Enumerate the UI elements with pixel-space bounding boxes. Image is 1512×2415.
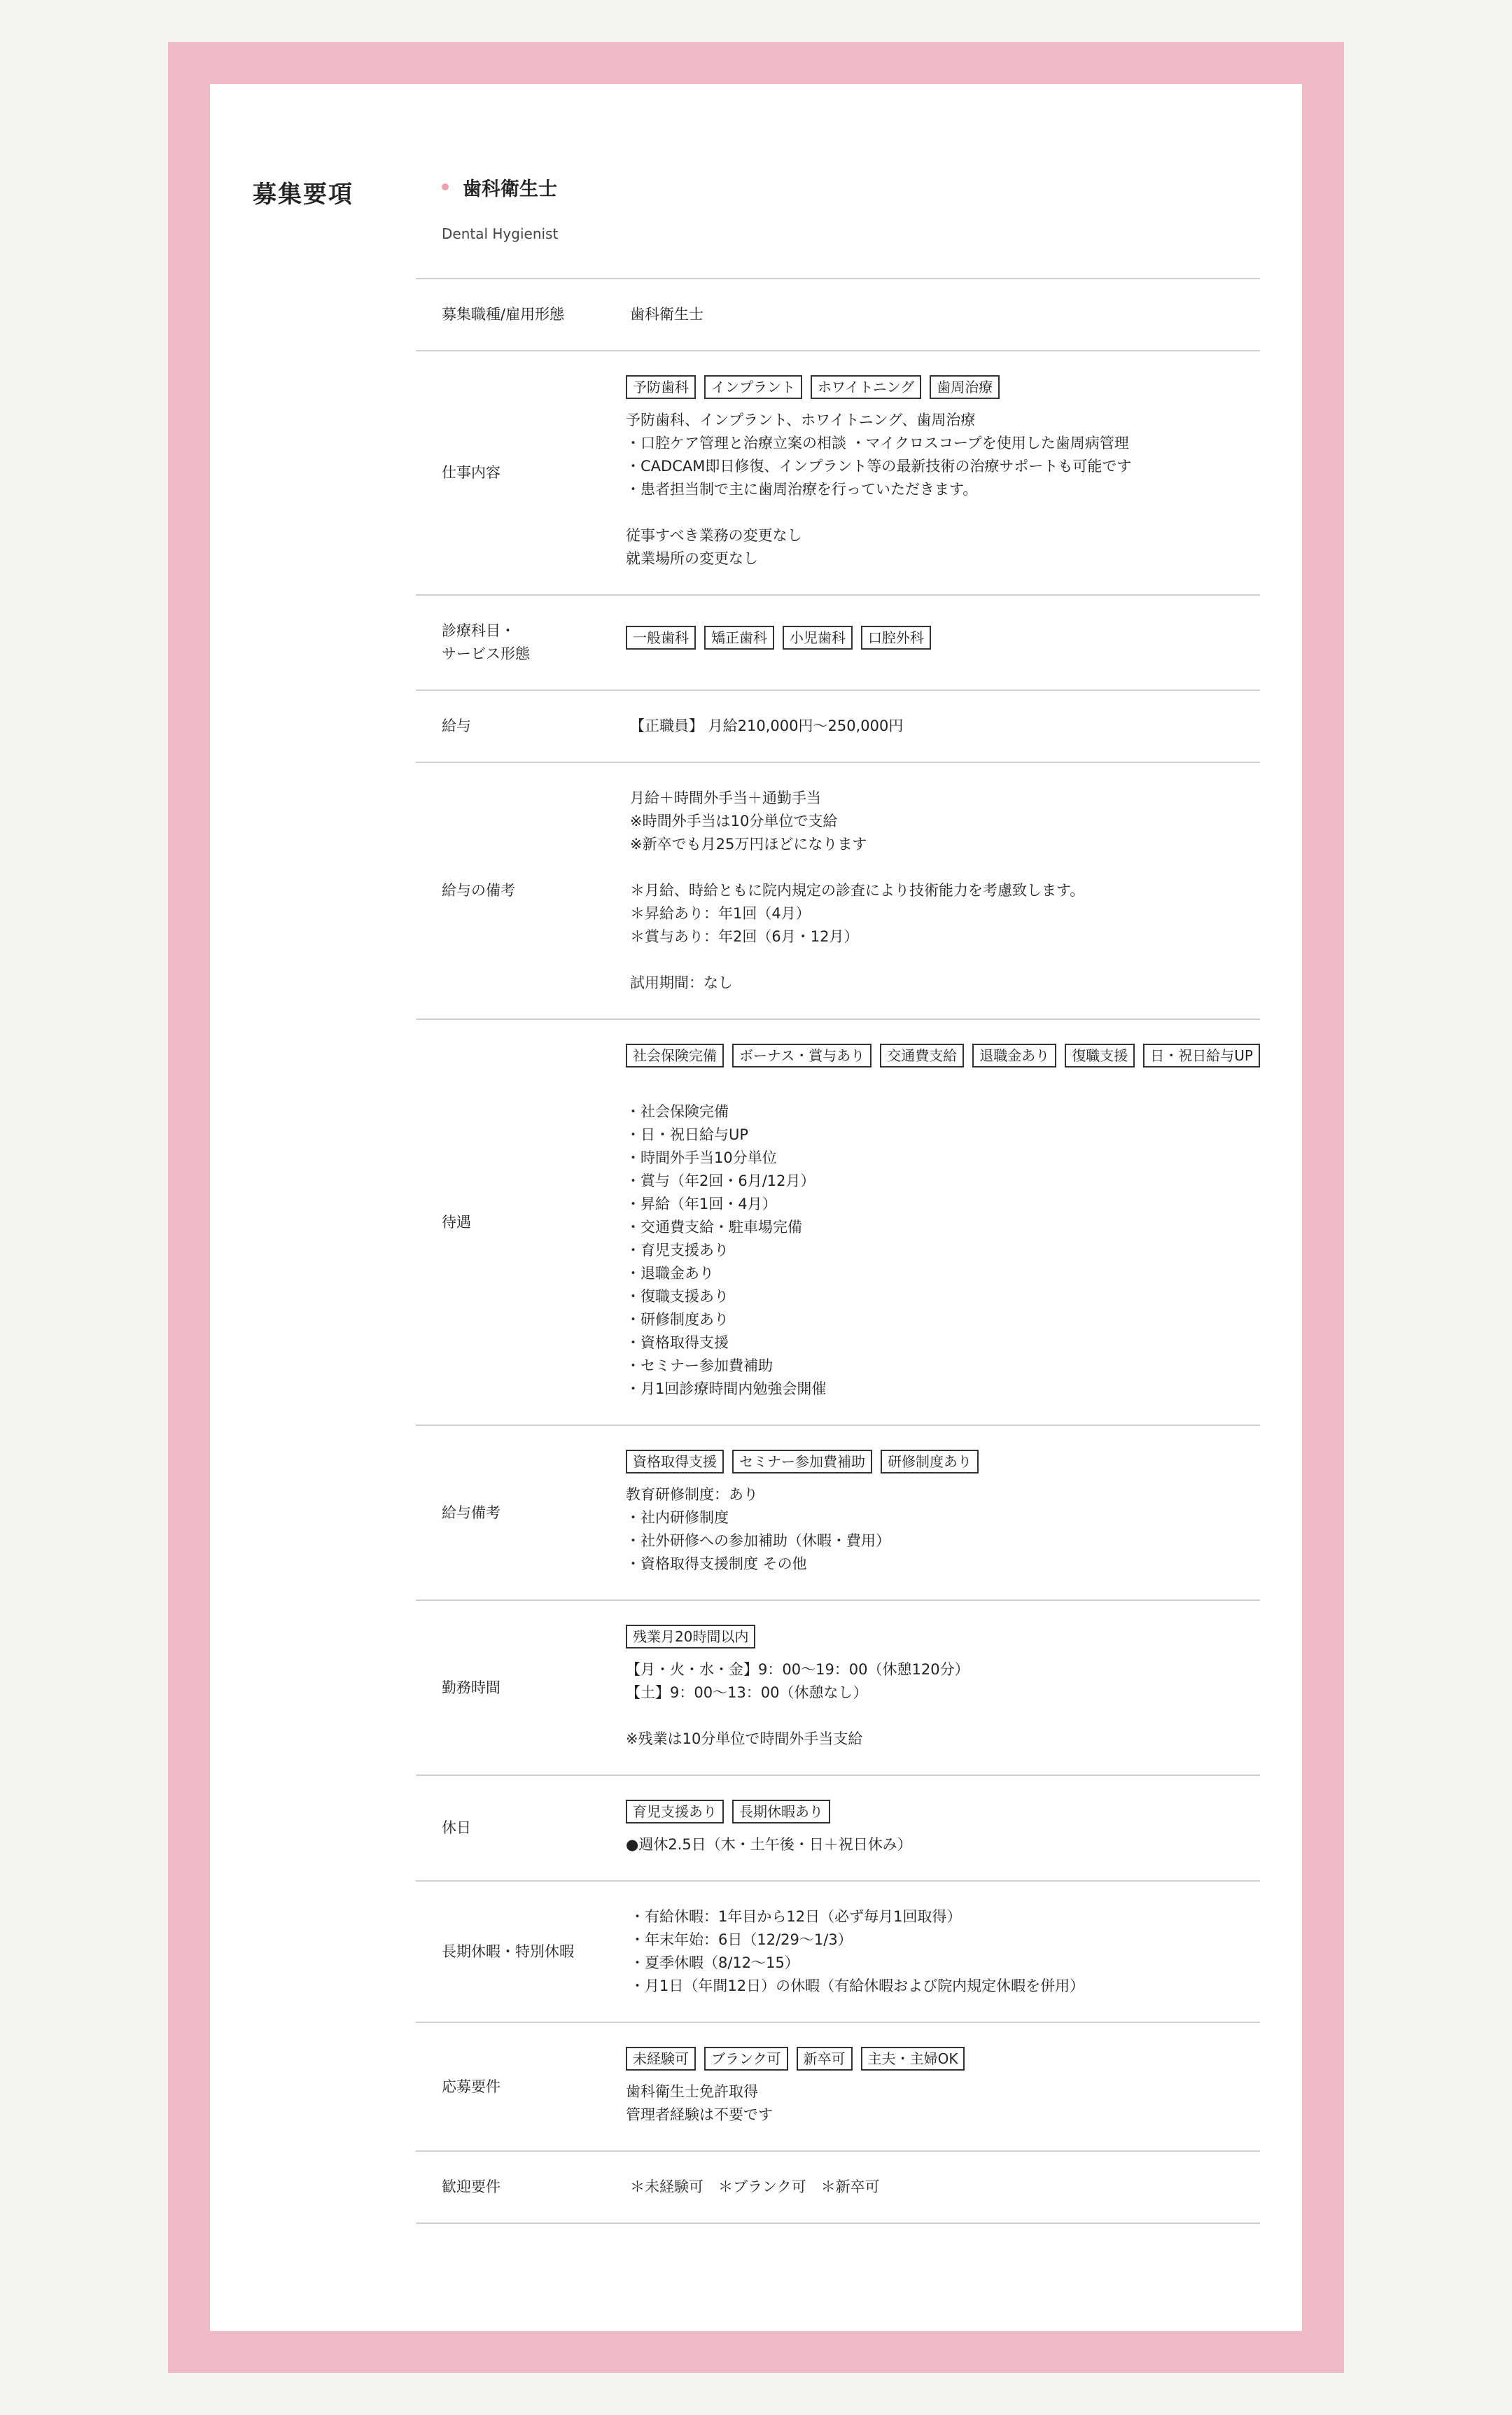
tag-badge: 復職支援 <box>1065 1044 1135 1068</box>
row-value <box>626 715 1260 738</box>
table-row <box>416 279 1260 351</box>
table-row <box>416 1426 1260 1601</box>
tag-list <box>626 375 1260 399</box>
row-text: ●週休2.5日（木・土午後・日＋祝日休み） <box>626 1836 912 1853</box>
row-label: 仕事内容 <box>442 464 500 481</box>
row-text: 予防歯科、インプラント、ホワイトニング、歯周治療 ・口腔ケア管理と治療立案の相談 ・マイクロスコープを使用した歯周病管理 ・CADCAM即日修復、インプラント等の最新技術の治療サポートも可能です ・患者担当制で主に歯周治療を行っていただきます。 従事すべき業務の変更なし 就業場所の変更なし <box>626 412 1132 567</box>
tag-list <box>626 1625 1260 1648</box>
table-row <box>416 691 1260 763</box>
tag-badge: 日・祝日給与UP <box>1143 1044 1260 1068</box>
pink-frame <box>168 42 1344 2373</box>
table-row <box>416 1601 1260 1776</box>
row-text: ＊未経験可 ＊ブランク可 ＊新卒可 <box>630 2178 880 2195</box>
row-value <box>626 2176 1260 2199</box>
tag-badge: 予防歯科 <box>626 375 696 399</box>
tag-badge: ブランク可 <box>704 2047 788 2071</box>
table-row <box>416 1020 1260 1426</box>
job-title: 歯科衛生士 <box>463 178 557 200</box>
bullet-dot-icon <box>442 183 449 190</box>
table-row <box>416 596 1260 691</box>
row-text: ・有給休暇：1年目から12日（必ず毎月1回取得） ・年末年始：6日（12/29〜1/3） ・夏季休暇（8/12〜15） ・月1日（年間12日）の休暇（有給休暇および院内規定休暇を併用） <box>630 1908 1085 1994</box>
row-value <box>626 1625 1260 1751</box>
row-label: 給与備考 <box>442 1504 500 1521</box>
tag-badge: セミナー参加費補助 <box>732 1450 872 1474</box>
tag-badge: 口腔外科 <box>861 626 931 650</box>
tag-badge: 一般歯科 <box>626 626 696 650</box>
row-value <box>626 1450 1260 1576</box>
row-text: 【正職員】 月給210,000円〜250,000円 <box>630 718 904 734</box>
row-label: 給与の備考 <box>442 882 515 899</box>
job-details <box>416 172 1260 2224</box>
row-label: 休日 <box>442 1819 471 1836</box>
tag-badge: 小児歯科 <box>783 626 853 650</box>
tag-badge: 交通費支給 <box>880 1044 964 1068</box>
row-value <box>626 303 1260 326</box>
row-label: 応募要件 <box>442 2078 500 2095</box>
row-text: 【月・火・水・金】9：00〜19：00（休憩120分） 【土】9：00〜13：00（休憩なし） ※残業は10分単位で時間外手当支給 <box>626 1661 969 1747</box>
tag-badge: 矯正歯科 <box>704 626 774 650</box>
table-row <box>416 2023 1260 2152</box>
tag-badge: 育児支援あり <box>626 1800 724 1823</box>
row-value <box>626 2047 1260 2127</box>
row-label: 長期休暇・特別休暇 <box>442 1942 574 1960</box>
row-value <box>626 626 1260 659</box>
tag-list <box>626 1800 1260 1823</box>
tag-badge: 主夫・主婦OK <box>861 2047 965 2071</box>
tag-list <box>626 1044 1260 1068</box>
tag-badge: 研修制度あり <box>881 1450 979 1474</box>
tag-list <box>626 626 1260 650</box>
row-value <box>626 787 1260 995</box>
row-label: 歓迎要件 <box>442 2178 500 2195</box>
tag-badge: ボーナス・賞与あり <box>732 1044 872 1068</box>
tag-badge: インプラント <box>704 375 802 399</box>
job-header <box>416 172 1260 244</box>
row-label: 待遇 <box>442 1213 471 1231</box>
recruitment-card <box>210 84 1302 2331</box>
table-row <box>416 1882 1260 2023</box>
row-text: 教育研修制度：あり ・社内研修制度 ・社外研修への参加補助（休暇・費用） ・資格取得支援制度 その他 <box>626 1486 890 1572</box>
row-value <box>626 1800 1260 1856</box>
tag-badge: 資格取得支援 <box>626 1450 724 1474</box>
table-row <box>416 1776 1260 1882</box>
tag-list <box>626 2047 1260 2071</box>
table-row <box>416 763 1260 1020</box>
tag-badge: ホワイトニング <box>811 375 921 399</box>
row-label: 診療科目・ サービス形態 <box>442 622 530 662</box>
row-value <box>626 1905 1260 1998</box>
row-value <box>626 1044 1260 1401</box>
table-row <box>416 351 1260 596</box>
table-row <box>416 2152 1260 2224</box>
job-subtitle: Dental Hygienist <box>442 225 559 242</box>
tag-badge: 新卒可 <box>797 2047 853 2071</box>
tag-badge: 未経験可 <box>626 2047 696 2071</box>
tag-badge: 歯周治療 <box>930 375 1000 399</box>
tag-list <box>626 1450 1260 1474</box>
row-label: 勤務時間 <box>442 1679 500 1696</box>
row-text: 月給＋時間外手当＋通勤手当 ※時間外手当は10分単位で支給 ※新卒でも月25万円ほどになります ＊月給、時給ともに院内規定の診査により技術能力を考慮致します。 ＊昇給あり：年1回（4月） ＊賞与あり：年2回（6月・12月） 試用期間：なし <box>630 790 1085 991</box>
tag-badge: 社会保険完備 <box>626 1044 724 1068</box>
row-label: 募集職種/雇用形態 <box>442 306 565 323</box>
tag-badge: 残業月20時間以内 <box>626 1625 755 1648</box>
requirements-table <box>416 278 1260 2224</box>
section-title: 募集要項 <box>253 181 354 209</box>
row-text: 歯科衛生士免許取得 管理者経験は不要です <box>626 2083 773 2123</box>
tag-badge: 長期休暇あり <box>732 1800 830 1823</box>
row-text: 歯科衛生士 <box>630 306 704 323</box>
tag-badge: 退職金あり <box>972 1044 1056 1068</box>
row-label: 給与 <box>442 718 471 734</box>
row-text: ・社会保険完備 ・日・祝日給与UP ・時間外手当10分単位 ・賞与（年2回・6月/12月） ・昇給（年1回・4月） ・交通費支給・駐車場完備 ・育児支援あり ・退職金あり ・復職支援あり ・研修制度あり ・資格取得支援 ・セミナー参加費補助 ・月1回診療時間内勉強会開催 <box>626 1103 827 1397</box>
row-value <box>626 375 1260 570</box>
